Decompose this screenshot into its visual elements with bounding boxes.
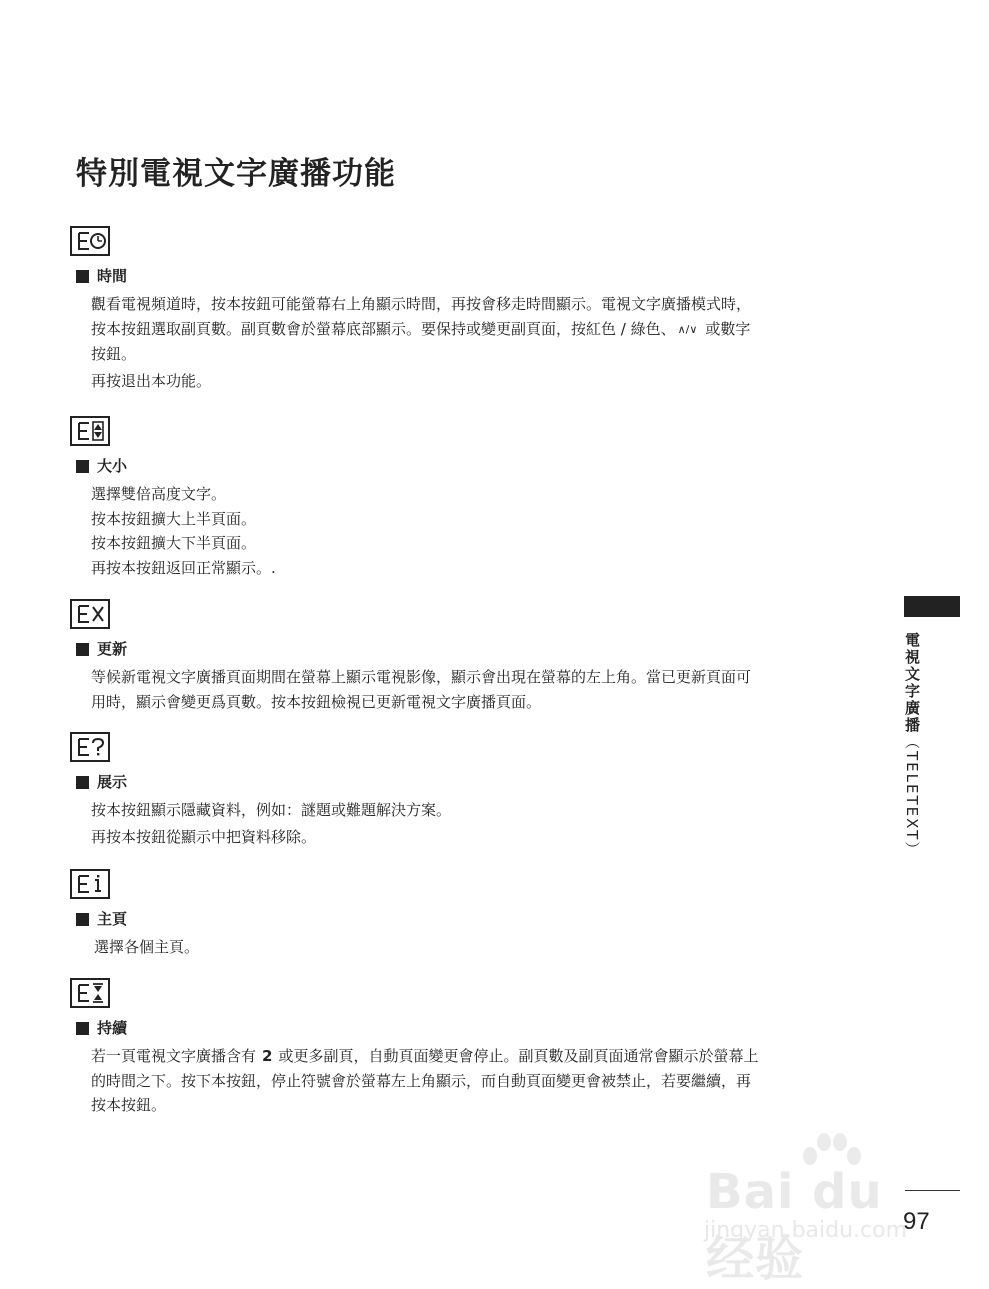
section-index xyxy=(70,869,860,960)
body-line: 的時間之下。按下本按鈕，停止符號會於螢幕左上角顯示，而自動頁面變更會被禁止，若要繼續，再 xyxy=(91,1071,752,1090)
section-heading: 持續 xyxy=(76,1018,860,1038)
body-line: 選擇各個主頁。 xyxy=(94,938,200,956)
bullet-square-icon xyxy=(76,270,89,283)
up-down-arrow-icon: ∧/∨ xyxy=(677,322,698,336)
section-update xyxy=(70,599,860,714)
body-line: 按本按鈕顯示隱藏資料，例如：謎題或難題解決方案。 xyxy=(91,801,452,819)
section-hold xyxy=(70,978,860,1118)
body-line: 若一頁電視文字廣播含有 2 或更多副頁，自動頁面變更會停止。副頁數及副頁面通常會顯示於螢幕上 xyxy=(91,1047,759,1065)
section-heading: 更新 xyxy=(76,639,860,659)
bullet-square-icon xyxy=(76,643,89,656)
body-line: 按本按鈕選取副頁數。副頁數會於螢幕底部顯示。要保持或變更副頁面，按紅色 / 綠色、 ∧/∨ 或數字 xyxy=(91,319,751,338)
body-line: 按鈕。 xyxy=(91,345,137,363)
teletext-index-icon xyxy=(70,869,110,899)
chapter-side-label: 電視文字廣播（TELETEXT） xyxy=(903,632,921,859)
section-reveal xyxy=(70,732,860,849)
section-heading: 大小 xyxy=(76,456,860,476)
bullet-square-icon xyxy=(76,1022,89,1035)
page-number: 97 xyxy=(903,1208,930,1235)
body-line: 按本按鈕。 xyxy=(91,1096,167,1114)
body-line: 再按本按鈕返回正常顯示。. xyxy=(91,558,276,577)
section-heading: 展示 xyxy=(76,772,860,792)
section-size xyxy=(70,416,860,580)
body-line: 再按退出本功能。 xyxy=(91,371,212,390)
body-line: 按本按鈕擴大下半頁面。 xyxy=(91,534,257,552)
teletext-reveal-icon xyxy=(70,732,110,762)
section-time xyxy=(70,226,860,393)
page-title: 特別電視文字廣播功能 xyxy=(76,156,396,192)
teletext-hold-icon xyxy=(70,978,110,1008)
watermark-url: jingyan.baidu.com xyxy=(704,1218,908,1243)
body-line: 選擇雙倍高度文字。 xyxy=(91,485,227,503)
body-line: 等候新電視文字廣播頁面期間在螢幕上顯示電視影像，顯示會出現在螢幕的左上角。當已更新頁面可 xyxy=(91,668,752,686)
teletext-update-icon xyxy=(70,599,110,629)
section-heading: 主頁 xyxy=(76,909,860,929)
body-line: 再按本按鈕從顯示中把資料移除。 xyxy=(91,827,317,846)
chapter-tab-bar xyxy=(904,596,960,617)
page-number-rule xyxy=(905,1190,960,1191)
teletext-size-icon xyxy=(70,416,110,446)
section-heading: 時間 xyxy=(76,266,860,286)
bullet-square-icon xyxy=(76,460,89,473)
baidu-watermark xyxy=(700,1130,930,1287)
body-line: 用時，顯示會變更爲頁數。按本按鈕檢視已更新電視文字廣播頁面。 xyxy=(91,692,542,711)
bullet-square-icon xyxy=(76,913,89,926)
bullet-square-icon xyxy=(76,776,89,789)
teletext-time-icon xyxy=(70,226,110,256)
body-line: 按本按鈕擴大上半頁面。 xyxy=(91,509,257,528)
body-line: 觀看電視頻道時，按本按鈕可能螢幕右上角顯示時間，再按會移走時間顯示。電視文字廣播模式時， xyxy=(91,295,752,313)
watermark-brand: Bai du 经验 xyxy=(706,1164,883,1287)
